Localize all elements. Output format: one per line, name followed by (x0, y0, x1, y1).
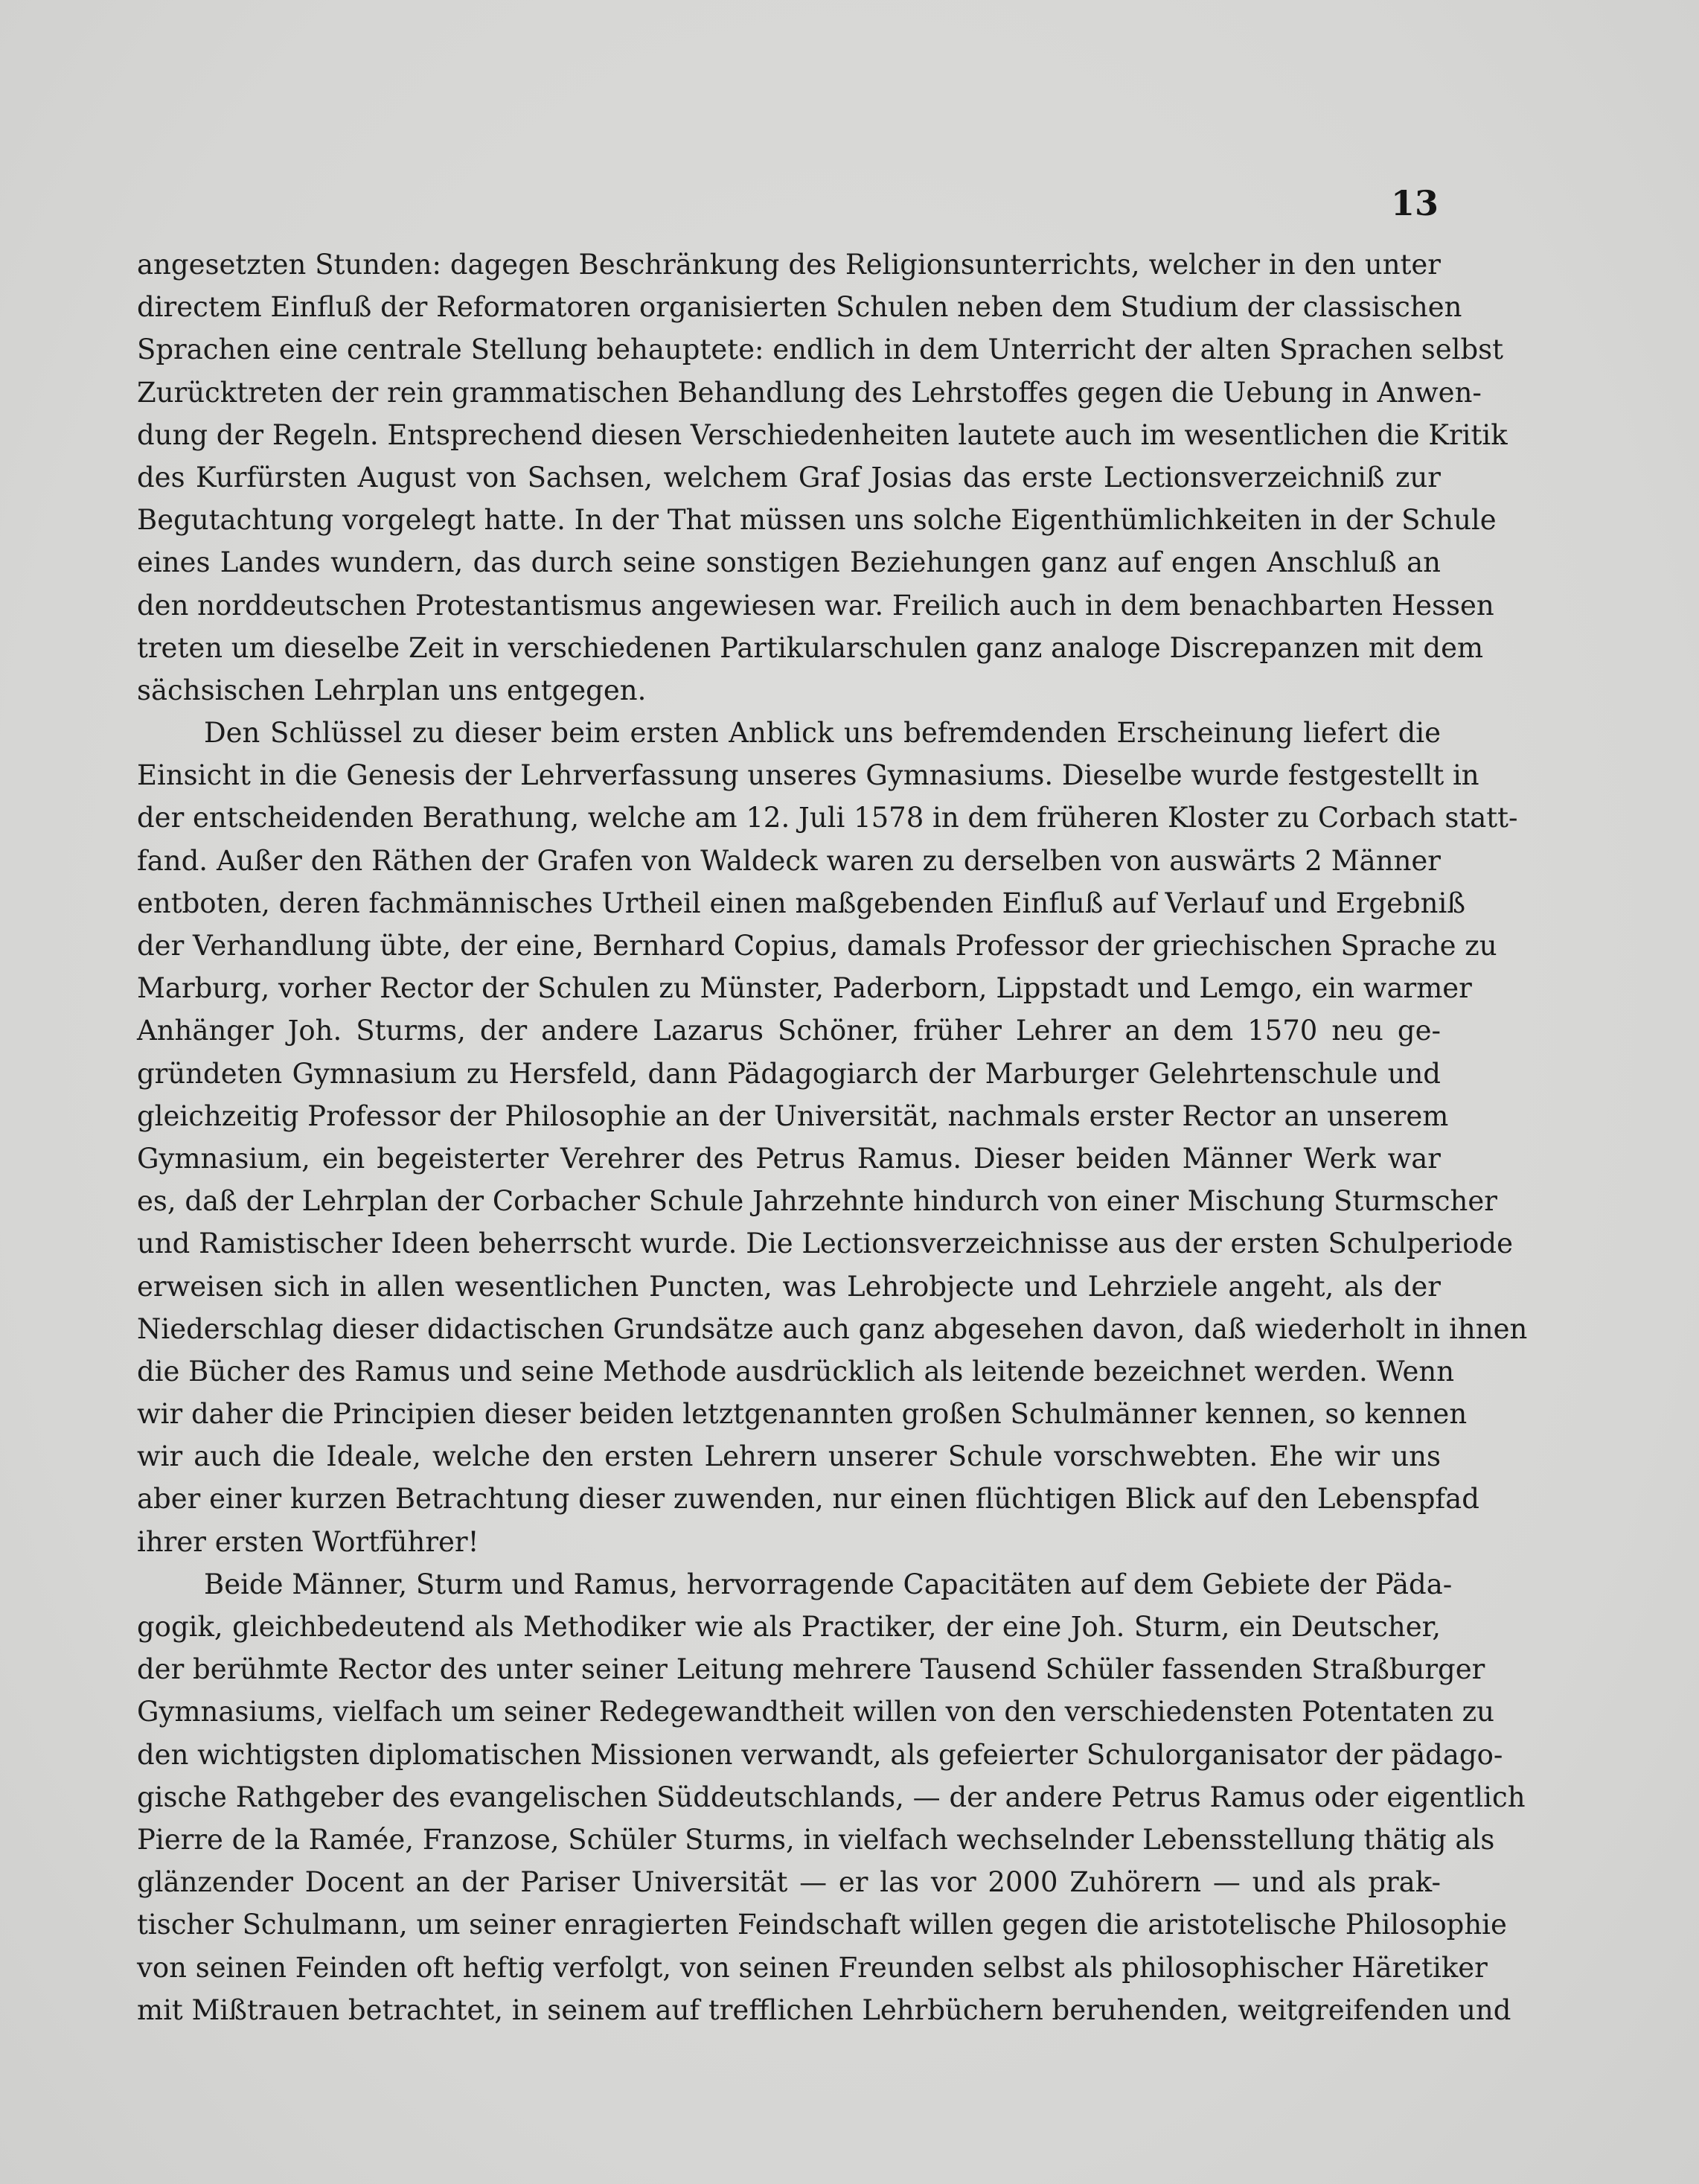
text-line: Marburg, vorher Rector der Schulen zu Münster, Paderborn, Lippstadt und Lemgo, ein warmer (137, 972, 1472, 1005)
paragraph-2 (137, 712, 1528, 1563)
text-line: der entscheidenden Berathung, welche am 12. Juli 1578 in dem früheren Kloster zu Corbach statt- (137, 802, 1518, 834)
page-number: 13 (1390, 183, 1439, 223)
paragraph-3 (137, 1563, 1526, 2031)
text-line: sächsischen Lehrplan uns entgegen. (137, 674, 647, 706)
text-line: Begutachtung vorgelegt hatte. In der That müssen uns solche Eigenthümlichkeiten in der Schule (137, 504, 1497, 537)
text-line: Sprachen eine centrale Stellung behauptete: endlich in dem Unterricht der alten Sprachen selbst (137, 333, 1503, 366)
text-line: Gymnasiums, vielfach um seiner Redegewandtheit willen von den verschiedensten Potentaten zu (137, 1696, 1494, 1728)
text-line: gleichzeitig Professor der Philosophie an der Universität, nachmals erster Rector an unserem (137, 1099, 1449, 1132)
text-line: directem Einfluß der Reformatoren organisierten Schulen neben dem Studium der classischen (137, 291, 1462, 324)
text-line: es, daß der Lehrplan der Corbacher Schule Jahrzehnte hindurch von einer Mischung Sturmscher (137, 1185, 1497, 1218)
text-line: Anhänger Joh. Sturms, der andere Lazarus Schöner, früher Lehrer an dem 1570 neu ge- (137, 1015, 1441, 1047)
text-line: des Kurfürsten August von Sachsen, welchem Graf Josias das erste Lectionsverzeichniß zur (137, 461, 1441, 494)
text-line: den wichtigsten diplomatischen Missionen verwandt, als gefeierter Schulorganisator der pädago- (137, 1738, 1503, 1771)
text-line: eines Landes wundern, das durch seine sonstigen Beziehungen ganz auf engen Anschluß an (137, 546, 1441, 579)
text-line: der berühmte Rector des unter seiner Leitung mehrere Tausend Schüler fassenden Straßburger (137, 1653, 1485, 1686)
text-line: glänzender Docent an der Pariser Universität — er las vor 2000 Zuhörern — und als prak- (137, 1866, 1441, 1899)
text-line: tischer Schulmann, um seiner enragierten Feindschaft willen gegen die aristotelische Philosophie (137, 1909, 1507, 1941)
text-line: und Ramistischer Ideen beherrscht wurde. Die Lectionsverzeichnisse aus der ersten Schulperiode (137, 1227, 1514, 1260)
text-line: Zurücktreten der rein grammatischen Behandlung des Lehrstoffes gegen die Uebung in Anwen- (137, 376, 1482, 409)
text-line: Einsicht in die Genesis der Lehrverfassung unseres Gymnasiums. Dieselbe wurde festgestellt in (137, 759, 1479, 792)
text-line: Niederschlag dieser didactischen Grundsätze auch ganz abgesehen davon, daß wiederholt in ihnen (137, 1312, 1528, 1345)
text-line: fand. Außer den Räthen der Grafen von Waldeck waren zu derselben von auswärts 2 Männer (137, 844, 1441, 877)
text-line: gogik, gleichbedeutend als Methodiker wie als Practiker, der eine Joh. Sturm, ein Deutscher, (137, 1611, 1441, 1643)
text-line: mit Mißtrauen betrachtet, in seinem auf trefflichen Lehrbüchern beruhenden, weitgreifenden und (137, 1993, 1511, 2026)
text-line: gische Rathgeber des evangelischen Süddeutschlands, — der andere Petrus Ramus oder eigentlich (137, 1781, 1526, 1813)
text-line: dung der Regeln. Entsprechend diesen Verschiedenheiten lautete auch im wesentlichen die Kritik (137, 418, 1508, 451)
text-line: von seinen Feinden oft heftig verfolgt, von seinen Freunden selbst als philosophischer Häretiker (137, 1951, 1488, 1984)
text-line: entboten, deren fachmännisches Urtheil einen maßgebenden Einfluß auf Verlauf und Ergebniß (137, 887, 1466, 919)
paragraph-1 (137, 243, 1508, 712)
body-text (137, 243, 1528, 2031)
text-line: aber einer kurzen Betrachtung dieser zuwenden, nur einen flüchtigen Blick auf den Lebenspfad (137, 1483, 1479, 1516)
text-line: wir daher die Principien dieser beiden letztgenannten großen Schulmänner kennen, so kennen (137, 1398, 1468, 1431)
text-line: erweisen sich in allen wesentlichen Puncten, was Lehrobjecte und Lehrziele angeht, als der (137, 1270, 1441, 1303)
text-line: Den Schlüssel zu dieser beim ersten Anblick uns befremdenden Erscheinung liefert die (204, 717, 1441, 750)
text-line: Pierre de la Ramée, Franzose, Schüler Sturms, in vielfach wechselnder Lebensstellung thätig als (137, 1823, 1495, 1856)
text-line: wir auch die Ideale, welche den ersten Lehrern unserer Schule vorschwebten. Ehe wir uns (137, 1440, 1441, 1473)
text-line: gründeten Gymnasium zu Hersfeld, dann Pädagogiarch der Marburger Gelehrtenschule und (137, 1057, 1441, 1090)
text-line: der Verhandlung übte, der eine, Bernhard Copius, damals Professor der griechischen Sprache zu (137, 930, 1497, 962)
text-line: Gymnasium, ein begeisterter Verehrer des Petrus Ramus. Dieser beiden Männer Werk war (137, 1142, 1441, 1175)
text-line: die Bücher des Ramus und seine Methode ausdrücklich als leitende bezeichnet werden. Wenn (137, 1355, 1455, 1388)
text-line: Beide Männer, Sturm und Ramus, hervorragende Capacitäten auf dem Gebiete der Päda- (204, 1568, 1453, 1600)
text-line: treten um dieselbe Zeit in verschiedenen Partikularschulen ganz analoge Discrepanzen mit dem (137, 631, 1484, 664)
text-line: angesetzten Stunden: dagegen Beschränkung des Religionsunterrichts, welcher in den unter (137, 249, 1441, 281)
text-line: den norddeutschen Protestantismus angewiesen war. Freilich auch in dem benachbarten Hessen (137, 589, 1494, 622)
text-line: ihrer ersten Wortführer! (137, 1525, 479, 1558)
